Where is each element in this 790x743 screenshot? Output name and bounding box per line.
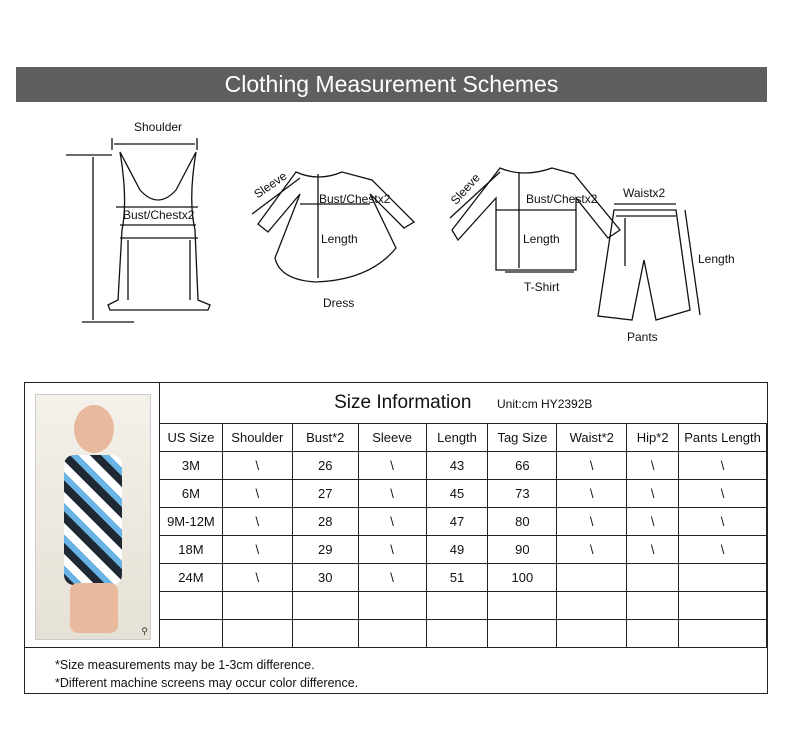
header-us-size: US Size bbox=[160, 424, 223, 452]
table-cell bbox=[160, 592, 223, 620]
table-cell: 90 bbox=[488, 536, 557, 564]
table-cell: 3M bbox=[160, 452, 223, 480]
table-row bbox=[160, 536, 767, 564]
table-cell bbox=[627, 592, 679, 620]
table-cell: 24M bbox=[160, 564, 223, 592]
product-photo bbox=[35, 394, 151, 640]
table-cell: 30 bbox=[292, 564, 358, 592]
table-row bbox=[160, 508, 767, 536]
tank-bust-label: Bust/Chestx2 bbox=[123, 208, 195, 222]
table-cell bbox=[679, 592, 767, 620]
dress-length-label: Length bbox=[321, 232, 358, 246]
header-tag-size: Tag Size bbox=[488, 424, 557, 452]
table-cell: \ bbox=[557, 536, 627, 564]
header-shoulder: Shoulder bbox=[222, 424, 292, 452]
table-cell: \ bbox=[679, 536, 767, 564]
header-pants-length: Pants Length bbox=[679, 424, 767, 452]
pants-name-label: Pants bbox=[627, 330, 658, 344]
table-cell bbox=[222, 620, 292, 648]
dress-sleeve-label: Sleeve bbox=[251, 168, 290, 202]
table-title-row bbox=[160, 383, 767, 424]
table-title: Size Information bbox=[334, 392, 472, 413]
baby-head bbox=[74, 405, 114, 453]
tshirt-length-label: Length bbox=[523, 232, 560, 246]
magnifier-icon[interactable]: ⚲ bbox=[141, 626, 148, 636]
table-cell: 47 bbox=[426, 508, 488, 536]
tshirt-bust-label: Bust/Chestx2 bbox=[526, 192, 598, 206]
romper-print bbox=[64, 455, 122, 585]
tank-top-drawing bbox=[66, 138, 210, 322]
table-cell bbox=[426, 592, 488, 620]
measurement-diagrams bbox=[0, 110, 790, 350]
pants-length-label: Length bbox=[698, 252, 735, 266]
table-header-row bbox=[160, 424, 767, 452]
table-cell: \ bbox=[222, 508, 292, 536]
table-cell: \ bbox=[358, 452, 426, 480]
table-cell: \ bbox=[222, 536, 292, 564]
table-cell: \ bbox=[679, 508, 767, 536]
table-cell bbox=[358, 620, 426, 648]
table-cell: \ bbox=[557, 480, 627, 508]
table-cell: 49 bbox=[426, 536, 488, 564]
table-cell bbox=[426, 620, 488, 648]
table-cell bbox=[679, 564, 767, 592]
table-cell: \ bbox=[557, 508, 627, 536]
baby-legs bbox=[70, 583, 118, 633]
table-cell: 29 bbox=[292, 536, 358, 564]
table-cell: \ bbox=[358, 564, 426, 592]
table-cell: 66 bbox=[488, 452, 557, 480]
table-cell: \ bbox=[627, 536, 679, 564]
table-cell: 6M bbox=[160, 480, 223, 508]
pants-waist-label: Waistx2 bbox=[623, 186, 666, 200]
table-row bbox=[160, 480, 767, 508]
table-cell: \ bbox=[358, 508, 426, 536]
table-row bbox=[160, 564, 767, 592]
table-cell: 43 bbox=[426, 452, 488, 480]
table-cell: 27 bbox=[292, 480, 358, 508]
tank-shoulder-label: Shoulder bbox=[134, 120, 183, 134]
table-row bbox=[160, 592, 767, 620]
table-cell bbox=[557, 564, 627, 592]
table-cell: 45 bbox=[426, 480, 488, 508]
table-cell: 9M-12M bbox=[160, 508, 223, 536]
header-length: Length bbox=[426, 424, 488, 452]
table-cell bbox=[292, 620, 358, 648]
table-cell: \ bbox=[222, 452, 292, 480]
table-cell bbox=[679, 620, 767, 648]
table-cell: \ bbox=[222, 564, 292, 592]
tshirt-sleeve-label: Sleeve bbox=[447, 170, 483, 208]
table-cell: \ bbox=[627, 508, 679, 536]
table-cell bbox=[627, 620, 679, 648]
tshirt-name-label: T-Shirt bbox=[524, 280, 560, 294]
header-sleeve: Sleeve bbox=[358, 424, 426, 452]
size-info-panel bbox=[24, 382, 768, 694]
table-cell: \ bbox=[222, 480, 292, 508]
notes bbox=[25, 647, 767, 692]
table-cell: \ bbox=[557, 452, 627, 480]
table-cell bbox=[557, 592, 627, 620]
table-cell bbox=[627, 564, 679, 592]
table-cell: \ bbox=[679, 452, 767, 480]
table-cell bbox=[557, 620, 627, 648]
table-cell bbox=[160, 620, 223, 648]
table-row bbox=[160, 620, 767, 648]
table-cell: \ bbox=[627, 480, 679, 508]
table-cell: 80 bbox=[488, 508, 557, 536]
note-line: *Different machine screens may occur color difference. bbox=[55, 676, 359, 690]
note-line: *Size measurements may be 1-3cm difference. bbox=[55, 658, 315, 672]
table-row bbox=[160, 452, 767, 480]
table-unit: Unit:cm HY2392B bbox=[497, 397, 593, 411]
table-cell: \ bbox=[679, 480, 767, 508]
size-table bbox=[159, 383, 767, 648]
table-body bbox=[160, 452, 767, 648]
table-title-cell bbox=[160, 383, 767, 424]
table-cell bbox=[292, 592, 358, 620]
table-cell: 18M bbox=[160, 536, 223, 564]
table-cell: 73 bbox=[488, 480, 557, 508]
table-cell: \ bbox=[358, 480, 426, 508]
header-bust: Bust*2 bbox=[292, 424, 358, 452]
dress-name-label: Dress bbox=[323, 296, 355, 310]
table-cell: 28 bbox=[292, 508, 358, 536]
table-cell bbox=[358, 592, 426, 620]
page-banner: Clothing Measurement Schemes bbox=[16, 67, 767, 102]
diagram-drawings bbox=[0, 110, 790, 350]
table-cell bbox=[488, 592, 557, 620]
table-cell bbox=[488, 620, 557, 648]
dress-bust-label: Bust/Chestx2 bbox=[319, 192, 391, 206]
table-cell: 100 bbox=[488, 564, 557, 592]
table-cell bbox=[222, 592, 292, 620]
table-cell: \ bbox=[627, 452, 679, 480]
table-cell: 51 bbox=[426, 564, 488, 592]
header-hip: Hip*2 bbox=[627, 424, 679, 452]
table-cell: \ bbox=[358, 536, 426, 564]
header-waist: Waist*2 bbox=[557, 424, 627, 452]
table-cell: 26 bbox=[292, 452, 358, 480]
